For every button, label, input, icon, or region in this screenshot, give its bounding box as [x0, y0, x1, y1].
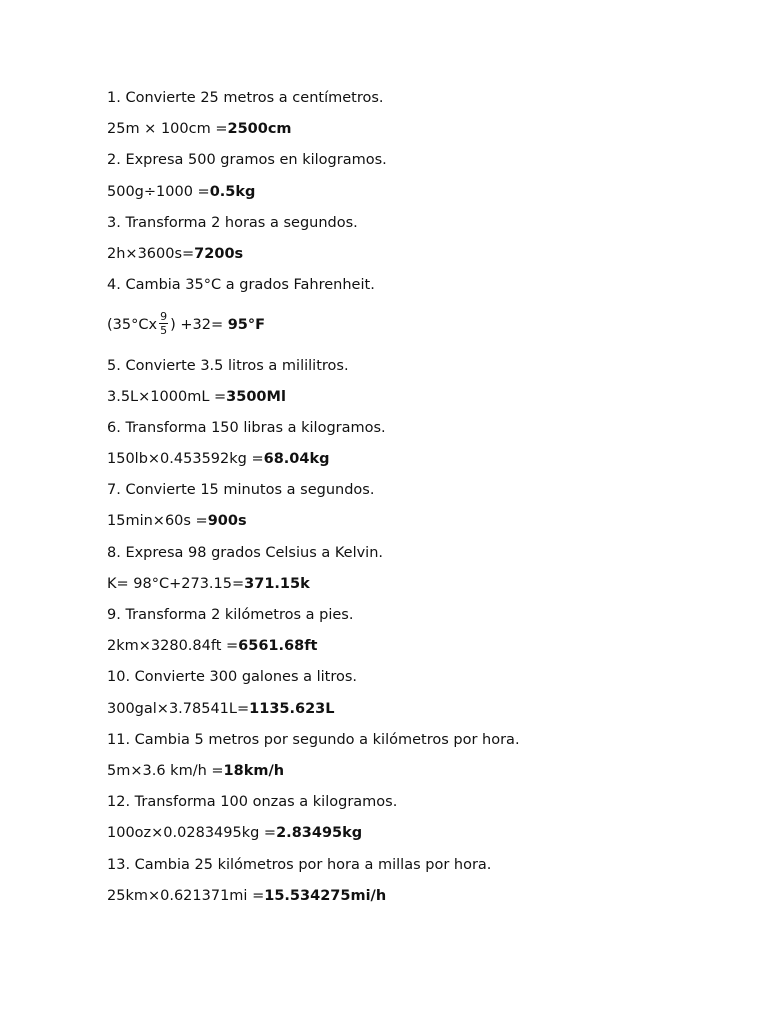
solution-6: [107, 449, 727, 469]
work-10: 300gal×3.78541L=: [107, 700, 250, 717]
solution-1: [107, 119, 727, 139]
solution-12: [107, 823, 727, 843]
work-11: 5m×3.6 km/h =: [107, 762, 224, 779]
work-5: 3.5L×1000mL =: [107, 388, 227, 405]
question-9: 9. Transforma 2 kilómetros a pies.: [107, 607, 354, 623]
answer-7: 900s: [207, 513, 247, 530]
solution-2: [107, 182, 727, 202]
answer-11: 18km/h: [223, 762, 285, 779]
question-2: 2. Expresa 500 gramos en kilogramos.: [107, 152, 387, 169]
work-8: K= 98°C+273.15=: [107, 575, 245, 592]
work-4-post: ) +32=: [170, 317, 224, 334]
solution-11: [107, 761, 727, 781]
question-7: 7. Convierte 15 minutos a segundos.: [107, 482, 375, 499]
fraction-denominator: 5: [160, 323, 168, 337]
question-8: 8. Expresa 98 grados Celsius a Kelvin.: [107, 544, 384, 561]
answer-13: 15.534275mi/h: [264, 887, 387, 904]
solution-9: [107, 636, 727, 656]
question-11: 11. Cambia 5 metros por segundo a kilómetros por hora.: [107, 731, 520, 748]
solution-13: [107, 886, 727, 906]
work-12: 100oz×0.0283495kg =: [107, 825, 277, 842]
exercise-list: [107, 88, 727, 917]
question-3: 3. Transforma 2 horas a segundos.: [107, 214, 358, 231]
question-1: 1. Convierte 25 metros a centímetros.: [107, 90, 384, 106]
answer-12: 2.83495kg: [276, 825, 363, 842]
question-13: 13. Cambia 25 kilómetros por hora a millas por hora.: [107, 856, 492, 873]
work-9: 2km×3280.84ft =: [107, 638, 239, 655]
answer-2: 0.5kg: [209, 183, 256, 200]
question-12: 12. Transforma 100 onzas a kilogramos.: [107, 794, 398, 811]
solution-8: [107, 574, 727, 594]
work-13: 25km×0.621371mi =: [107, 887, 265, 904]
work-1: 25m × 100cm =: [107, 121, 228, 138]
answer-9: 6561.68ft: [238, 638, 318, 655]
solution-4: [107, 306, 727, 344]
work-3: 2h×3600s=: [107, 245, 195, 262]
work-7: 15min×60s =: [107, 513, 208, 530]
answer-10: 1135.623L: [249, 700, 335, 717]
answer-4: 95°F: [227, 317, 266, 334]
solution-3: [107, 244, 727, 264]
work-6: 150lb×0.453592kg =: [107, 451, 264, 468]
solution-7: [107, 511, 727, 531]
question-4: 4. Cambia 35°C a grados Fahrenheit.: [107, 277, 375, 294]
fraction: [159, 310, 168, 337]
solution-10: [107, 699, 727, 719]
fraction-numerator: 9: [160, 309, 168, 323]
question-5: 5. Convierte 3.5 litros a mililitros.: [107, 357, 349, 374]
work-2: 500g÷1000 =: [107, 183, 210, 200]
answer-3: 7200s: [194, 245, 244, 262]
work-4-pre: (35°Cx: [107, 317, 158, 334]
answer-6: 68.04kg: [263, 451, 330, 468]
answer-8: 371.15k: [244, 575, 310, 592]
question-10: 10. Convierte 300 galones a litros.: [107, 669, 358, 686]
solution-5: [107, 387, 727, 407]
answer-1: 2500cm: [227, 121, 292, 138]
question-6: 6. Transforma 150 libras a kilogramos.: [107, 419, 386, 436]
answer-5: 3500Ml: [226, 388, 286, 405]
